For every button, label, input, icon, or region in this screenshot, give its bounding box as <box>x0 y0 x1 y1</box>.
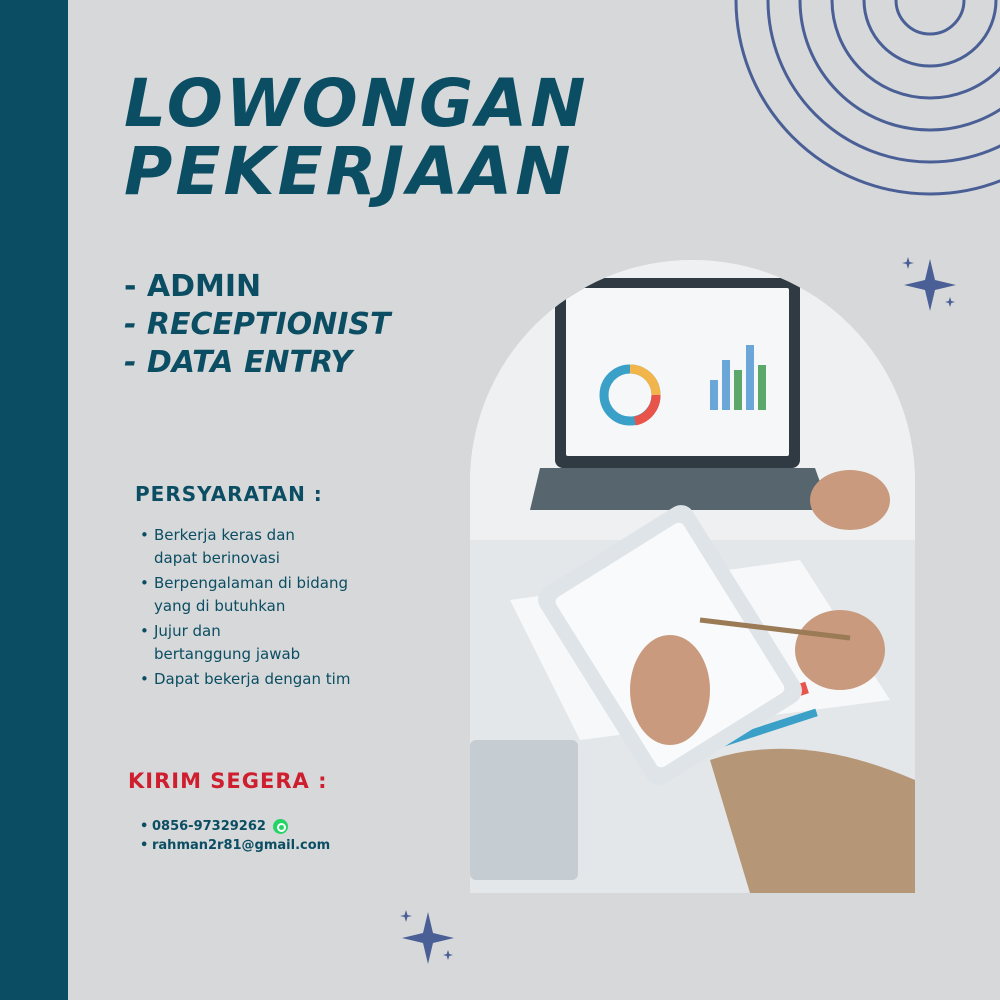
requirement-item <box>140 620 350 666</box>
requirement-line: • Dapat bekerja dengan tim <box>154 670 351 688</box>
sparkle-icon <box>898 253 962 317</box>
position-data-entry: - DATA ENTRY <box>124 345 353 380</box>
requirements-list <box>140 524 350 693</box>
contact-heading: KIRIM SEGERA : <box>128 769 328 793</box>
contact-email[interactable]: • rahman2r81@gmail.com <box>152 838 331 853</box>
requirement-item <box>140 572 350 618</box>
title-line-2: PEKERJAAN <box>124 133 574 210</box>
sparkle-icon <box>396 906 460 970</box>
requirement-line: yang di butuhkan <box>154 597 286 615</box>
contact-email-item <box>140 836 330 855</box>
requirement-line: dapat berinovasi <box>154 549 280 567</box>
office-illustration <box>470 260 915 893</box>
requirement-item <box>140 524 350 570</box>
position-admin: - ADMIN <box>124 269 262 304</box>
concentric-rings-decoration <box>700 0 1000 220</box>
side-accent-bar <box>0 0 68 1000</box>
position-receptionist: - RECEPTIONIST <box>124 307 391 342</box>
contact-phone[interactable]: • 0856-97329262 <box>152 819 266 834</box>
requirement-item <box>140 668 350 691</box>
whatsapp-icon <box>273 819 288 834</box>
requirements-heading: PERSYARATAN : <box>135 482 323 506</box>
requirement-line: • Berkerja keras dan <box>154 526 295 544</box>
title-line-1: LOWONGAN <box>124 65 589 142</box>
office-photo <box>470 260 915 893</box>
contact-list <box>140 817 330 855</box>
page-title <box>124 65 589 210</box>
requirement-line: bertanggung jawab <box>154 645 301 663</box>
requirement-line: • Berpengalaman di bidang <box>154 574 348 592</box>
job-positions-list <box>124 268 390 382</box>
contact-phone-item <box>140 817 330 836</box>
requirement-line: • Jujur dan <box>154 622 221 640</box>
